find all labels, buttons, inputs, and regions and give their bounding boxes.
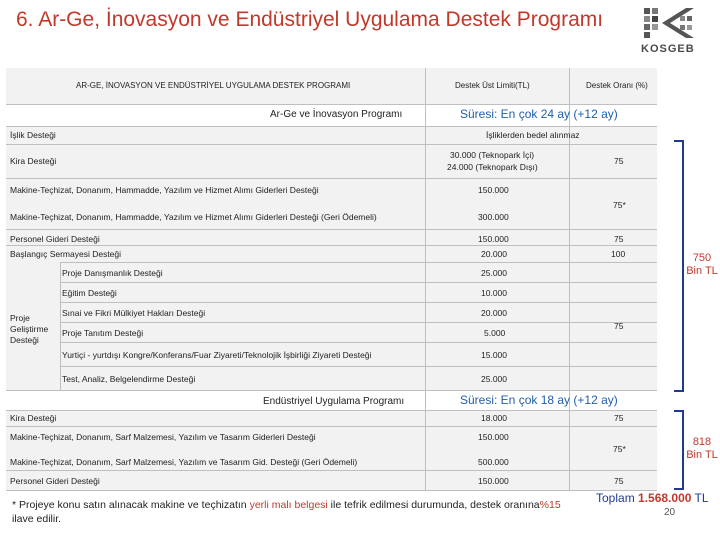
end-makine1-label: Makine-Teçhizat, Donanım, Sarf Malzemesi, Yazılım ve Tasarım Giderleri Desteği xyxy=(10,432,316,442)
danismanlik-label: Proje Danışmanlık Desteği xyxy=(62,268,163,278)
end-kira-label: Kira Desteği xyxy=(10,413,57,423)
end-kira-limit: 18.000 xyxy=(481,413,507,423)
endustriyel-duration: Süresi: En çok 18 ay (+12 ay) xyxy=(460,393,618,407)
footnote-highlight1: yerli malı belgesi xyxy=(249,499,328,511)
footnote-part2: ile tefrik edilmesi durumunda, destek oranına xyxy=(327,499,540,511)
kira-label: Kira Desteği xyxy=(10,156,57,166)
sinai-label: Sınai ve Fikri Mülkiyet Hakları Desteği xyxy=(62,308,206,318)
makine2-label: Makine-Teçhizat, Donanım, Hammadde, Yazılım ve Hizmet Alımı Giderleri Desteği (Geri Ödemeli) xyxy=(10,212,377,222)
end-makine2-label: Makine-Teçhizat, Donanım, Sarf Malzemesi, Yazılım ve Tasarım Gid. Desteği (Geri Ödemeli) xyxy=(10,457,358,467)
end-personel-limit: 150.000 xyxy=(478,476,509,486)
tanitim-limit: 5.000 xyxy=(484,328,506,338)
grand-total xyxy=(596,491,709,505)
isylik-note: İşliklerden bedel alınmaz xyxy=(486,130,580,140)
arge-total: 750 Bin TL xyxy=(686,252,718,277)
grand-total-value: 1.568.000 xyxy=(638,491,692,505)
logo-text: KOSGEB xyxy=(641,43,695,55)
arge-duration: Süresi: En çok 24 ay (+12 ay) xyxy=(460,107,618,121)
test-label: Test, Analiz, Belgelendirme Desteği xyxy=(62,374,196,384)
baslangic-label: Başlangıç Sermayesi Desteği xyxy=(10,249,122,259)
sinai-limit: 20.000 xyxy=(481,308,507,318)
arge-program-title: Ar-Ge ve İnovasyon Programı xyxy=(270,109,403,120)
endustriyel-program-title: Endüstriyel Uygulama Programı xyxy=(263,396,405,407)
footnote-highlight2: %15 xyxy=(539,499,561,511)
baslangic-limit: 20.000 xyxy=(481,249,507,259)
arge-brace xyxy=(674,140,684,392)
makine1-limit: 150.000 xyxy=(478,185,509,195)
makine-rate: 75* xyxy=(613,200,626,210)
page-number: 20 xyxy=(664,507,676,518)
kira-limit-inside: 30.000 (Teknopark İçi) xyxy=(450,150,535,160)
grand-total-label: Toplam xyxy=(596,491,635,505)
page-title: 6. Ar-Ge, İnovasyon ve Endüstriyel Uygulama Destek Programı xyxy=(16,8,604,31)
header-limit: Destek Üst Limiti(TL) xyxy=(455,81,530,90)
personel-rate: 75 xyxy=(614,234,624,244)
grand-total-unit: TL xyxy=(694,491,709,505)
personel-limit: 150.000 xyxy=(478,234,509,244)
endustriyel-total: 818 Bin TL xyxy=(686,436,718,461)
header-rate: Destek Oranı (%) xyxy=(586,81,648,90)
kira-limit-outside: 24.000 (Teknopark Dışı) xyxy=(447,162,538,172)
footnote-part1: * Projeye konu satın alınacak makine ve teçhizatın xyxy=(12,499,250,511)
egitim-label: Eğitim Desteği xyxy=(62,288,117,298)
proje-rate: 75 xyxy=(614,321,624,331)
danismanlik-limit: 25.000 xyxy=(481,268,507,278)
yurtici-label: Yurtiçi - yurtdışı Kongre/Konferans/Fuar Ziyareti/Teknolojik İşbirliği Ziyareti Desteği xyxy=(62,350,372,360)
personel-label: Personel Gideri Desteği xyxy=(10,234,100,244)
makine2-limit: 300.000 xyxy=(478,212,509,222)
isylik-label: İşlik Desteği xyxy=(10,130,56,140)
test-limit: 25.000 xyxy=(481,374,507,384)
baslangic-rate: 100 xyxy=(611,249,626,259)
end-makine2-limit: 500.000 xyxy=(478,457,509,467)
end-makine-rate: 75* xyxy=(613,444,626,454)
kira-rate: 75 xyxy=(614,156,624,166)
makine1-label: Makine-Teçhizat, Donanım, Hammadde, Yazılım ve Hizmet Alımı Giderleri Desteği xyxy=(10,185,319,195)
end-personel-rate: 75 xyxy=(614,476,624,486)
end-kira-rate: 75 xyxy=(614,413,624,423)
tanitim-label: Proje Tanıtım Desteği xyxy=(62,328,144,338)
yurtici-limit: 15.000 xyxy=(481,350,507,360)
footnote-part3: ilave edilir. xyxy=(12,513,62,525)
header-program: AR-GE, İNOVASYON VE ENDÜSTRİYEL UYGULAMA DESTEK PROGRAMI xyxy=(76,81,351,90)
egitim-limit: 10.000 xyxy=(481,288,507,298)
end-makine1-limit: 150.000 xyxy=(478,432,509,442)
endustriyel-brace xyxy=(674,410,684,490)
proje-gelistirme-label: Proje Geliştirme Desteği xyxy=(10,313,49,345)
end-personel-label: Personel Gideri Desteği xyxy=(10,476,100,486)
footnote xyxy=(12,498,572,526)
